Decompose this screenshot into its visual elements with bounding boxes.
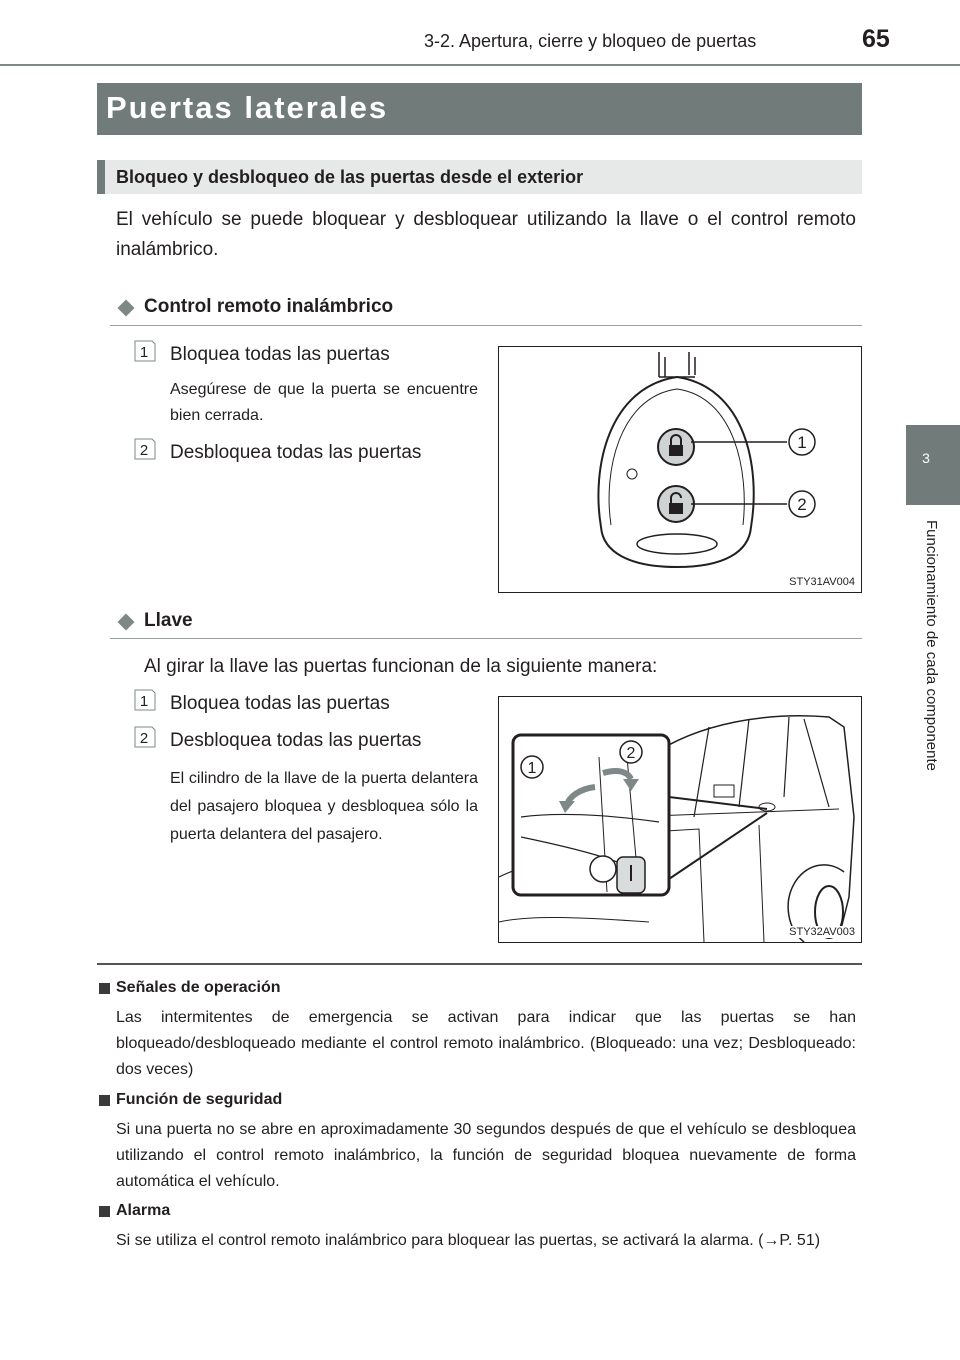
- key-item-unlock-note: El cilindro de la llave de la puerta delantera del pasajero bloquea y desbloquea sólo la puerta delantera del pasajero.: [170, 770, 478, 843]
- info-body-signals: Las intermitentes de emergencia se activan para indicar que las puertas se han bloqueado/desbloqueado mediante el control remoto inalámbrico. (Bloqueado: una vez; Desbloqueado: dos veces): [116, 1009, 856, 1078]
- subsection-title: Bloqueo y desbloqueo de las puertas desde el exterior: [116, 167, 584, 187]
- number-2-icon: [134, 726, 156, 748]
- key-figure-code: STY32AV003: [785, 926, 855, 938]
- remote-item-unlock: Desbloquea todas las puertas: [170, 442, 422, 463]
- remote-item-lock: Bloquea todas las puertas: [170, 344, 390, 365]
- key-intro: Al girar la llave las puertas funcionan de la siguiente manera:: [144, 656, 658, 677]
- number-1-icon: [134, 689, 156, 711]
- key-item-lock: Bloquea todas las puertas: [170, 693, 390, 714]
- square-bullet-icon: [99, 1095, 110, 1106]
- square-bullet-icon: [99, 983, 110, 994]
- intro-paragraph: El vehículo se puede bloquear y desbloquear utilizando la llave o el control remoto inalámbrico.: [116, 209, 856, 260]
- chapter-label: Funcionamiento de cada componente: [923, 520, 940, 772]
- info-heading-signals: Señales de operación: [116, 979, 281, 996]
- key-figure: [498, 696, 862, 943]
- chapter-number: 3: [922, 450, 930, 466]
- info-body-security: Si una puerta no se abre en aproximadamente 30 segundos después de que el vehículo se desbloquea utilizando el control remoto inalámbrico, la función de seguridad bloquea nuevamente de forma automática el vehículo.: [116, 1121, 856, 1190]
- diamond-bullet-icon: [118, 300, 135, 317]
- svg-text:1: 1: [139, 344, 149, 361]
- svg-text:1: 1: [139, 693, 149, 710]
- info-body-alarm: Si se utiliza el control remoto inalámbrico para bloquear las puertas, se activará la alarma. (→P. 51): [116, 1232, 821, 1249]
- remote-illustration: [499, 347, 861, 592]
- remote-rule: [110, 325, 862, 326]
- svg-text:2: 2: [139, 442, 149, 459]
- section-divider: [97, 963, 862, 965]
- info-heading-alarm: Alarma: [116, 1202, 171, 1219]
- number-2-icon: [134, 438, 156, 460]
- page-number: 65: [862, 25, 890, 53]
- number-1-icon: [134, 340, 156, 362]
- remote-figure: [498, 346, 862, 593]
- page-title: Puertas laterales: [106, 90, 389, 125]
- running-header: 3-2. Apertura, cierre y bloqueo de puertas: [424, 31, 757, 51]
- square-bullet-icon: [99, 1206, 110, 1217]
- key-item-unlock: Desbloquea todas las puertas: [170, 730, 422, 751]
- header-rule: [0, 64, 960, 66]
- diamond-bullet-icon: [118, 614, 135, 631]
- remote-heading: Control remoto inalámbrico: [144, 296, 394, 317]
- svg-text:1: 1: [797, 433, 807, 452]
- info-heading-security: Función de seguridad: [116, 1091, 283, 1108]
- remote-item-lock-note: Asegúrese de que la puerta se encuentre bien cerrada.: [170, 381, 478, 424]
- subsection-accent: [97, 160, 105, 194]
- svg-text:2: 2: [797, 495, 807, 514]
- key-rule: [110, 638, 862, 639]
- svg-text:1: 1: [527, 760, 537, 777]
- svg-text:2: 2: [139, 730, 149, 747]
- key-heading: Llave: [144, 610, 193, 631]
- remote-figure-code: STY31AV004: [789, 576, 855, 588]
- car-door-illustration: [499, 697, 861, 942]
- svg-text:2: 2: [626, 745, 636, 762]
